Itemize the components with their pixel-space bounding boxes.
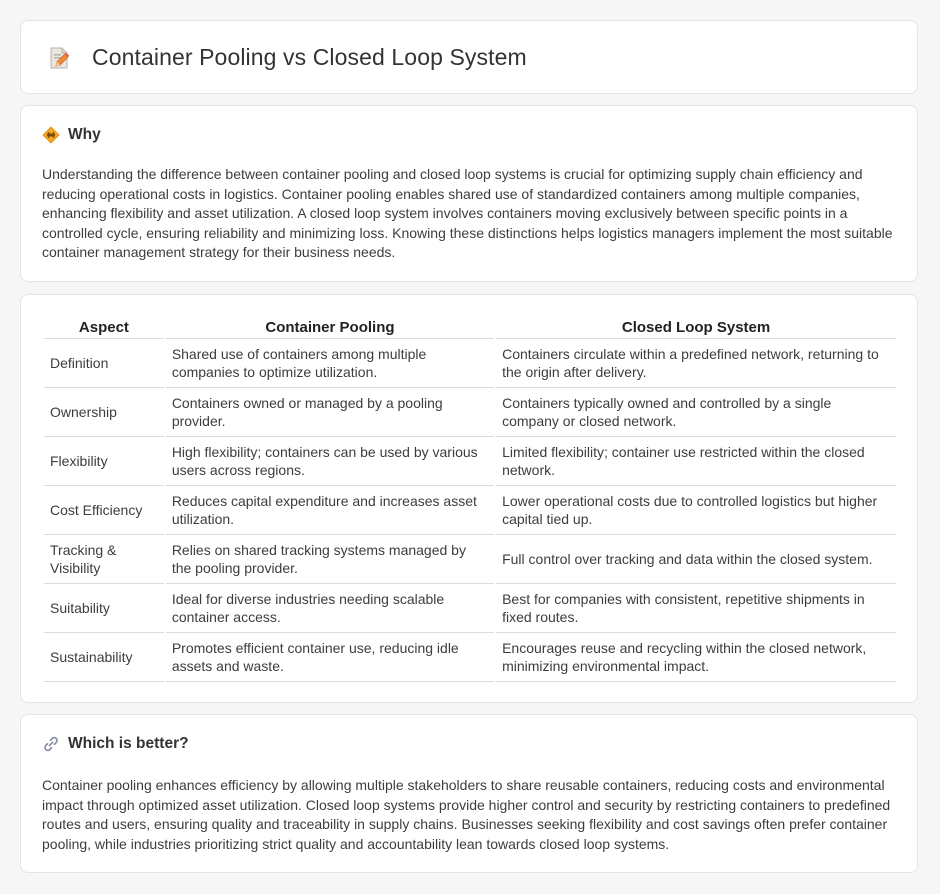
link-icon [42, 735, 60, 753]
header-container-pooling: Container Pooling [166, 316, 494, 339]
traffic-sign-icon [42, 126, 60, 144]
aspect-cell: Flexibility [44, 437, 164, 486]
why-section [20, 105, 918, 282]
title-card [20, 20, 918, 94]
closed-loop-cell: Containers circulate within a predefined network, returning to the origin after delivery. [496, 339, 896, 388]
comparison-table-card [20, 294, 918, 703]
why-heading: Why [68, 126, 101, 143]
page-title: Container Pooling vs Closed Loop System [92, 44, 527, 70]
table-row [44, 339, 896, 388]
table-row [44, 486, 896, 535]
aspect-cell: Definition [44, 339, 164, 388]
table-row [44, 584, 896, 633]
pooling-cell: High flexibility; containers can be used by various users across regions. [166, 437, 494, 486]
aspect-cell: Sustainability [44, 633, 164, 682]
better-text: Container pooling enhances efficiency by allowing multiple stakeholders to share reusable containers, reducing costs and environmental impact through optimized asset utilization. Closed loop systems provide higher control and security by restricting containers to predefined routes and users, ensuring quality and traceability in supply chains. Businesses seeking flexibility and cost savings often prefer container pooling, while industries prioritizing strict quality and accountability lean towards closed loop systems. [42, 777, 891, 852]
pooling-cell: Reduces capital expenditure and increases asset utilization. [166, 486, 494, 535]
pooling-cell: Relies on shared tracking systems managed by the pooling provider. [166, 535, 494, 584]
document-edit-icon [47, 46, 71, 70]
better-heading-row [42, 735, 189, 753]
closed-loop-cell: Lower operational costs due to controlled logistics but higher capital tied up. [496, 486, 896, 535]
table-row [44, 437, 896, 486]
aspect-cell: Ownership [44, 388, 164, 437]
why-text: Understanding the difference between container pooling and closed loop systems is crucial for optimizing supply chain efficiency and reducing operational costs in logistics. Container pooling enables shared use of standardized containers among multiple companies, enhancing flexibility and asset utilization. A closed loop system involves containers moving exclusively between specific points in a controlled cycle, ensuring reliability and minimizing loss. Knowing these distinctions helps logistics managers implement the most suitable container management strategy for their business needs. [42, 166, 893, 261]
pooling-cell: Containers owned or managed by a pooling provider. [166, 388, 494, 437]
aspect-cell: Suitability [44, 584, 164, 633]
closed-loop-cell: Full control over tracking and data within the closed system. [496, 535, 896, 584]
closed-loop-cell: Limited flexibility; container use restricted within the closed network. [496, 437, 896, 486]
better-heading: Which is better? [68, 735, 189, 752]
closed-loop-cell: Best for companies with consistent, repetitive shipments in fixed routes. [496, 584, 896, 633]
header-closed-loop-system: Closed Loop System [496, 316, 896, 339]
aspect-cell: Tracking & Visibility [44, 535, 164, 584]
table-row [44, 388, 896, 437]
table-header-row [44, 316, 896, 339]
pooling-cell: Shared use of containers among multiple companies to optimize utilization. [166, 339, 494, 388]
table-row [44, 535, 896, 584]
why-heading-row [42, 126, 101, 144]
pooling-cell: Ideal for diverse industries needing scalable container access. [166, 584, 494, 633]
aspect-cell: Cost Efficiency [44, 486, 164, 535]
closed-loop-cell: Encourages reuse and recycling within the closed network, minimizing environmental impact. [496, 633, 896, 682]
table-row [44, 633, 896, 682]
closed-loop-cell: Containers typically owned and controlled by a single company or closed network. [496, 388, 896, 437]
comparison-table [42, 316, 898, 682]
which-is-better-section [20, 714, 918, 873]
header-aspect: Aspect [44, 316, 164, 339]
pooling-cell: Promotes efficient container use, reducing idle assets and waste. [166, 633, 494, 682]
